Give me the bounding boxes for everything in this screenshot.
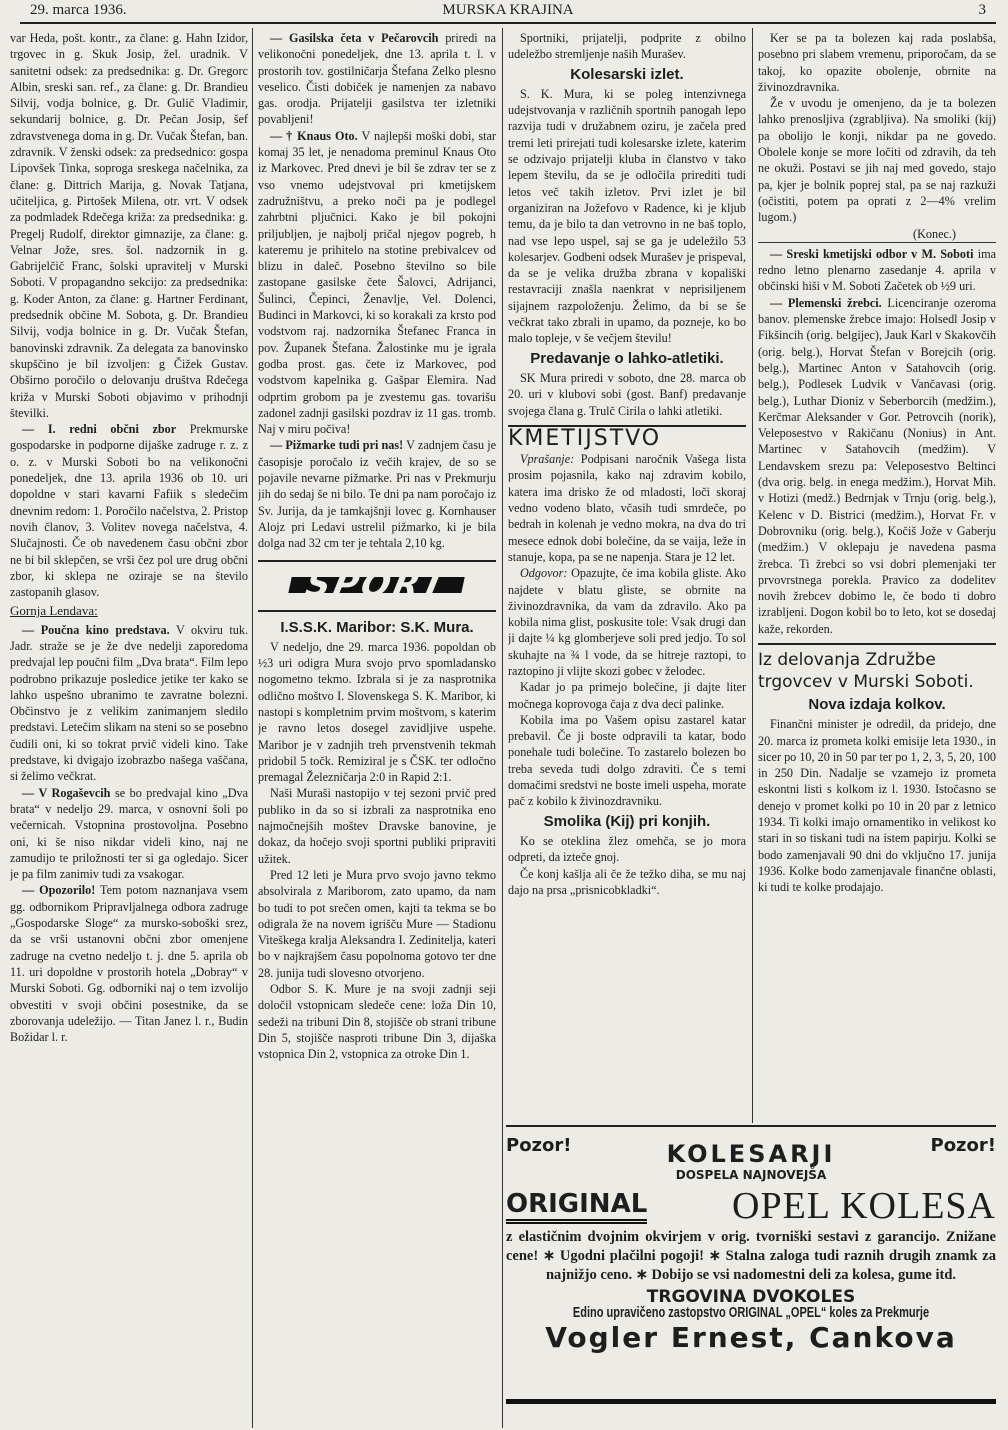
article: — Sreski kmetijski odbor v M. Soboti ima redno letno plenarno zasedanje 4. aprila v občinski hiši v M. Soboti Začetek ob ½9 uri.: [758, 242, 996, 295]
advertisement-opel: [506, 1125, 996, 1404]
article-text: Finančni minister je odredil, da pridejo, dne 20. marca iz prometa kolki emisije leta 1930., in sicer po 10, 20 in 50 par ter po 1, 2, 3, 5, 20, 100 in 250 Din. Nadalje se vzamejo iz prometa eskontni listi s kolkom iz l. 1930. Istočasno se denejo v promet kolki po 10 in 20 par z letnico 1934. Ti kolki imajo ornamentiko in velikost ko stari in so tiskani tudi na istem papirju. Kolki se bodo zamenjavali 90 dni do vključno 17. junija 1936. Kolke bodo zamenjavale finančne oblasti, ki tudi te kolke prodajajo.: [758, 717, 996, 895]
section-heading: KMETIJSTVO: [508, 425, 746, 447]
ad-merchant: Vogler Ernest, Cankova: [545, 1321, 957, 1354]
ad-opel: OPEL KOLESA: [732, 1185, 996, 1227]
ad-original: ORIGINAL: [506, 1189, 647, 1224]
article-heading: Nova izdaja kolkov.: [808, 695, 946, 713]
column-1: [10, 30, 248, 1430]
article-heading: I.S.S.K. Maribor: S.K. Mura.: [280, 618, 474, 636]
pozor-left: Pozor!: [506, 1135, 572, 1156]
article-text: Ko se oteklina žlez omehča, se jo mora odpreti, da izteče gnoj.: [508, 833, 746, 865]
article-heading: Smolika (Kij) pri konjih.: [543, 812, 711, 830]
newspaper-title: MURSKA KRAJINA: [442, 2, 574, 18]
article-text: SK Mura priredi v soboto, dne 28. marca ob 20. uri v klubovi sobi (gost. Banf) predavanje svojega člana g. Trulč Cirila o lahki atletiki.: [508, 370, 746, 418]
article: — I. redni občni zbor Prekmurske gospodarske in podporne dijaške zadruge r. z. z o. z. v Murski Soboti bo na velikonočni ponedeljek, dne 13. aprila 1936 ob 10. uri dopoldne v stari kavarni Fafiik s sledečim dnevnim redom: 1. Poročilo načelstva, 2. Pristop novih članov, 3. Volitev novega načelstva, 4. Slučajnosti. Če ob navedenem času občni zbor ne bi bil sklepčen, se vrši čez pol ure drug občni zbor, ki sklepa ne oziraje se na število zastopanih glasov.: [10, 422, 248, 600]
article-text: var Heda, pošt. kontr., za člane: g. Hahn Izidor, trgovec in g. Skuk Josip, žel. uradnik. V sanitetni odsek: za predsednika: g. Dr. Gregorc Albin, sreski san. ref., za člane: g. Dr. Brandieu Silvij, vodja bolnice, g. Dr. Gulič Vladimir, sekundarij bolnice, g. Dr. Pečan Josip, šef zdravstvenega doma in g. Dr. Vučak Štefan, ban. zdravnik. V ženski odsek: za predsednico: gospa Lipovšek Tinka, soproga sreskega načelnika, za člane: g. Dittrich Marija, g. Novak Tatjana, učiteljica, g. Pirtošek Milena, otr. vrt. V odsek za podmladek Rdečega križa: za predsednika: g. Pregelj Rudolf, direktor gimnazije, za člane: g. Velnar Jože, sres. šol. nadzornik in g. Gabrijelčič Franc, šolski upravitelj v Murski Soboti. V propagandno sekcijo: za predsednika: g. Koder Anton, za člane: g. Hartner Ferdinant, predsednik občine M. Sobota, g. Dr. Brandieu Silvij, vodja bolnice in g. Dr. Vučak Štefan, banovinski zdravnik. Za delegata za banovinsko skupščino je bil izvoljen: g Čižek Gustav. Obširno poročilo o delovanju društva Rdečega križa v Murski Soboti objavimo v prihodnji številki.: [10, 31, 248, 420]
ad-subheadline: DOSPELA NAJNOVEJŠA: [675, 1168, 827, 1182]
column-4: [758, 30, 996, 1122]
section-heading: Iz delovanja Združbe trgovcev v Murski Soboti.: [758, 643, 996, 693]
article-text: Kadar jo pa primejo bolečine, ji dajte liter močnega koprovoga čaja z dva deci palinke.: [508, 680, 746, 711]
article: — Poučna kino predstava. V okviru tuk. Jadr. straže se je že dve nedelji zaporedoma predvajal lep poučni film „Dva brata“. Film lepo podrobno prikazuje posledice jetike ter kako se lahko uspešno ubranimo te zavratne bolezni. Občinstvo je z velikim zanimanjem sledilo predstavi. Letečim slikam na steni so se posebno čudili oni, ki so tokrat prvič videli kino. Take predstave, ki dvigajo izobrazbo našega vaščana, si želimo večkrat.: [10, 622, 248, 784]
article-end: (Konec.): [913, 226, 956, 241]
article: Odgovor: Opazujte, če ima kobila gliste. Ako najdete v blatu gliste, se obrnite na živinozdravnika, da vam da zdravilo. Ako pa kobila nima glist, poskusite tole: Vsak drugi dan ji dajte ¼ kg glomberjeve soli pred jedjo. To sol skuhajte na ¾ l vode, da se hitreje raztopi, to raztopino ji vlijte skozi gobec v želodec.: [508, 566, 746, 678]
sport-logo: SPORT: [258, 560, 496, 612]
article-text: Kobila ima po Vašem opisu zastarel katar prebavil. Če ji boste odpravili ta katar, bodo ponehale tudi bolečine. To zastarelo bolezen bo treba seveda tudi dolgo zdraviti. Če s temi domačimi sredstvi ne boste imeli uspeha, morate pač z kobilo k živinozdravniku.: [508, 712, 746, 809]
ad-representation: Edino upravičeno zastopstvo ORIGINAL „OPEL“ koles za Prekmurje: [572, 1305, 930, 1321]
article-text: V nedeljo, dne 29. marca 1936. popoldan ob ½3 uri odigra Mura svojo prvo spomladansko nogometno tekmo. Izbrala si je za nasprotnika odlično moštvo I. Slovenskega S. K. Maribor, ki nastopi s kompletnim prvim moštvom, s katerim je ravno letos dosegel zavidljive uspehe. Maribor je v zadnjih treh prvenstvenih tekmah pridobil 5 točk. Remiziral je s ČSK. ter odločno premagal Železničarja 2:0 in Rapid 2:1.: [258, 639, 496, 785]
column-2: [258, 30, 496, 1430]
article-text: Ker se pa ta bolezen kaj rada poslabša, posebno pri slabem vremenu, priporočam, da se takoj, ko opazite obolenje, obrnite na živinozdravnika.: [758, 31, 996, 94]
pozor-right: Pozor!: [930, 1135, 996, 1156]
article: — † Knaus Oto. V najlepši moški dobi, star komaj 35 let, je nenadoma preminul Knaus Oto iz Markovec. Pred dnevi je bil še zdrav ter se z vso vnemo udejstvoval pri kmetijskem zadružništvu, a preko noči pa je podlegel zahrbtni pljučnici. Kako je bil pokojni priljubljen, je najbolj pričal njegov pogreb, h kateremu je prihitelo na stotine prebivalcev od blizu in daleč. Posebno številno so bile zastopane gasilske čete Šalovci, Adrijanci, Šulinci, Čepinci, Ženavlje, Vel. Dolenci, Budinci in Markovci, ki so korakali za krsto pod vodstvom raj. nadzornika Štefanec Franca in pov. Županek Štefana. Žalostinke mu je igrala godba prost. gas. čete iz Markovec, pod vodstvom kapelnika g. Gašpar Elemira. Nad odprtim grobom pa je zvestemu gas. tovarišu zadonel zadnji gasilski pozdrav iz 11 gas. tromb. Naj v miru počiva!: [258, 128, 496, 437]
article-text: Že v uvodu je omenjeno, da je ta bolezen lahko prenosljiva (zgrabljiva). Na smoliki (kij) pa obolijo le konji, nikdar pa ne govedo. Obolele konje se more ločiti od zdravih, da teh ne okuži. Postavi se jih naj med govedo, stajo pa, kjer je bolnik poprej stal, pa se naj razkuži (očistiti, potem pa oprati z 2—4% vrelim lugom.): [758, 96, 996, 225]
article-text: Pred 12 leti je Mura prvo svojo javno tekmo absolvirala z Mariborom, zato upamo, da nam bo tudi to pot srečen omen, kajti ta tekma se bo odigrala že na novem igrišču Mure — Stadionu Viteškega kralja Aleksandra I. Zedinitelja, kateri bo v najkrajšem času popolnoma gotovo ter dne 28. junija tudi slovesno otvorjeno.: [258, 867, 496, 980]
page-number: 3: [978, 2, 986, 18]
article: — Plemenski žrebci. Licenciranje ozeroma banov. plemenske žrebce imajo: Holsedl Josip v Fikšincih (orig. belgijec), Jauk Karl v Skakovčih (orig. belg.), Horvat Štefan v Borejcih (orig. belg.), Martinec Anton v Satahovcih (orig. belg.), Podlesek Ludvik v Vančavasi (orig. belg.), Luthar Dioniz v Seberborcih (medžim.), Kerčmar Aleksander v Gor. Petrovcih (norik), Veleposestvo v Rakičanu (Nonius) in Ant. Martinec v Satahovcih (medžim). V Lendavskem srezu pa: Veleposestvo Beltinci (dva orig. belg. in enega medžim.), Horvat Mih. v Hotizi (medž.) Bedrnjak v Trnju (orig. belg.), Kelenc v D. Bistrici (medžim.), Horvat Fr. v Dobrovniku (orig. belg.), Kočiš Jože v Gaberju (medžim.) V oklepaju je navedena pasma žrebca. Ti žrebci so vsi dobri plemenjaki ter prvovrstnega porekla. Pravico za dodelitev novih žrebcev dobimo le, če bodo ti dobro izrabljeni. Dogon kobil bo to leto, kot se dosedaj kaže, rekorden.: [758, 295, 996, 636]
article: — Opozorilo! Tem potom naznanjava vsem gg. odbornikom Pripravljalnega odbora zadruge „Gospodarske Sloge“ za mursko-soboški srez, da se vrši ustanovni občni zbor omenjene zadruge na cvetno nedeljo t. j. dne 5. aprila ob 11. uri dopoldne v prostorih hotela „Dobray“ v Murski Soboti. Gg. odborniki naj o tem izvolijo obvestiti v svoji občini posestnike, da se zborovanja udeležijo. — Titan Janez l. r., Budin Božidar l. r.: [10, 883, 248, 1045]
ad-headline: KOLESARJI: [666, 1140, 836, 1168]
article-text: Naši Muraši nastopijo v tej sezoni prvič pred publiko in da so si izbrali za nasprotnika eno najmočnejših moštev Dravske banovine, je dokaz, da hočejo svoji sportni publiki pripraviti užitek.: [258, 786, 496, 866]
article-text: Odbor S. K. Mure je na svoji zadnji seji določil vstopnicam sledeče cene: loža Din 10, sedeži na tribuni Din 8, stojišče ob strani tribune Din 5, stojišče nasproti tribune Din 3, dijaška vstopnica Din 2, vstopnica za otroke Din 1.: [258, 982, 496, 1062]
ad-shop: TRGOVINA DVOKOLES: [646, 1287, 856, 1307]
ad-body: z elastičnim dvojnim okvirjem v orig. tvorniški sestavi z garancijo. Znižane cene! ∗ Ugodni plačilni pogoji! ∗ Stalna zaloga tudi raznih drugih znamk za najnižjo ceno. ∗ Dobijo se vsi nadomestni deli za kolesa, gume itd.: [506, 1229, 996, 1283]
article: Vprašanje: Podpisani naročnik Vašega lista prosim pojasnila, kako naj zdravim kobilo, katera ima drisko že od mladosti, loči skoraj vedno vodeno blato, včasih tudi smrdeče, po bedrah in kolenah je vedno mokra, na dva do tri mesece ednok dobi bolečine, da se vaija, leže in stanuje, kopa, pa se ne napenja. Stara je 12 let.: [508, 452, 746, 564]
article: — Gasilska četa v Pečarovcih priredi na velikonočni ponedeljek, dne 13. aprila t. l. v prostorih tov. gostilničarja Štefana Zelko plesno veselico. Čisti dobiček je namenjen za nabavo gas. orodja. Prijatelji gasilstva ter izletniki povabljeni!: [258, 31, 496, 127]
article: — V Rogaševcih se bo predvajal kino „Dva brata“ v nedeljo 29. marca, v osnovni šoli po večernicah. Vstopnina prostovoljna. Posebno oni, ki še niso nikdar videli kino, naj ne zamudijo te priložnosti ter si ga ogledajo. Sicer je pa film zanimiv tudi za vsakogar.: [10, 785, 248, 882]
column-divider: [252, 28, 253, 1428]
column-3: [508, 30, 746, 1122]
article-heading: Predavanje o lahko-atletiki.: [530, 349, 724, 367]
article-text: S. K. Mura, ki se poleg intenzivnega udejstvovanja v različnih sportnih panogah lepo razvija tudi v družabnem oziru, je začela pred tremi leti prirejati tudi kolesarske izlete, katerim se odzivajo prijatelji kluba in članstvo v tako lepem številu, da se je odločila prirediti tudi letos več takih izletov. Prvi izlet je bil organiziran na Jožefovo v Radence, ki je kljub temu, da je bilo ta dan vetrovno in ne baš toplo, nad vse lepo uspel, saj se ga je udeležilo 53 kolesarjev. Godbeni odsek Murašev je prispeval, da se je velika družba zbrana v kopališki restavraciji znašla naenkrat v neprisiljenem sijajnem razpoloženju. Želimo, da bi se še večkrat tako zbrali in upamo, da pozneje, ko bo malo topleje, v še večjem številu!: [508, 86, 746, 346]
column-divider: [502, 28, 503, 1428]
article: — Pižmarke tudi pri nas! V zadnjem času je časopisje poročalo iz večih krajev, de so se pojavile nevarne pižmarke. Pri nas v Prekmurju jih do sedaj še ni bilo. Te dni pa nam poročajo iz Sv. Jurija, da je tamkajšnji lovec g. Kornhauser Alojz pri Ledavi ustrelil pižmarko, ki je bila dolga nad 32 cm ter je tehtala 2,10 kg.: [258, 438, 496, 551]
article-text: Če konj kašlja ali če že težko diha, se mu naj dajo na prsa „prisnicobkladki“.: [508, 866, 746, 897]
article-heading: Kolesarski izlet.: [570, 65, 684, 83]
page-header: [20, 0, 996, 24]
section-heading: Gornja Lendava:: [10, 603, 98, 619]
issue-date: 29. marca 1936.: [30, 2, 127, 18]
article-text: Sportniki, prijatelji, podprite z obilno udeležbo stremljenje naših Murašev.: [508, 31, 746, 62]
column-divider: [752, 28, 753, 1123]
